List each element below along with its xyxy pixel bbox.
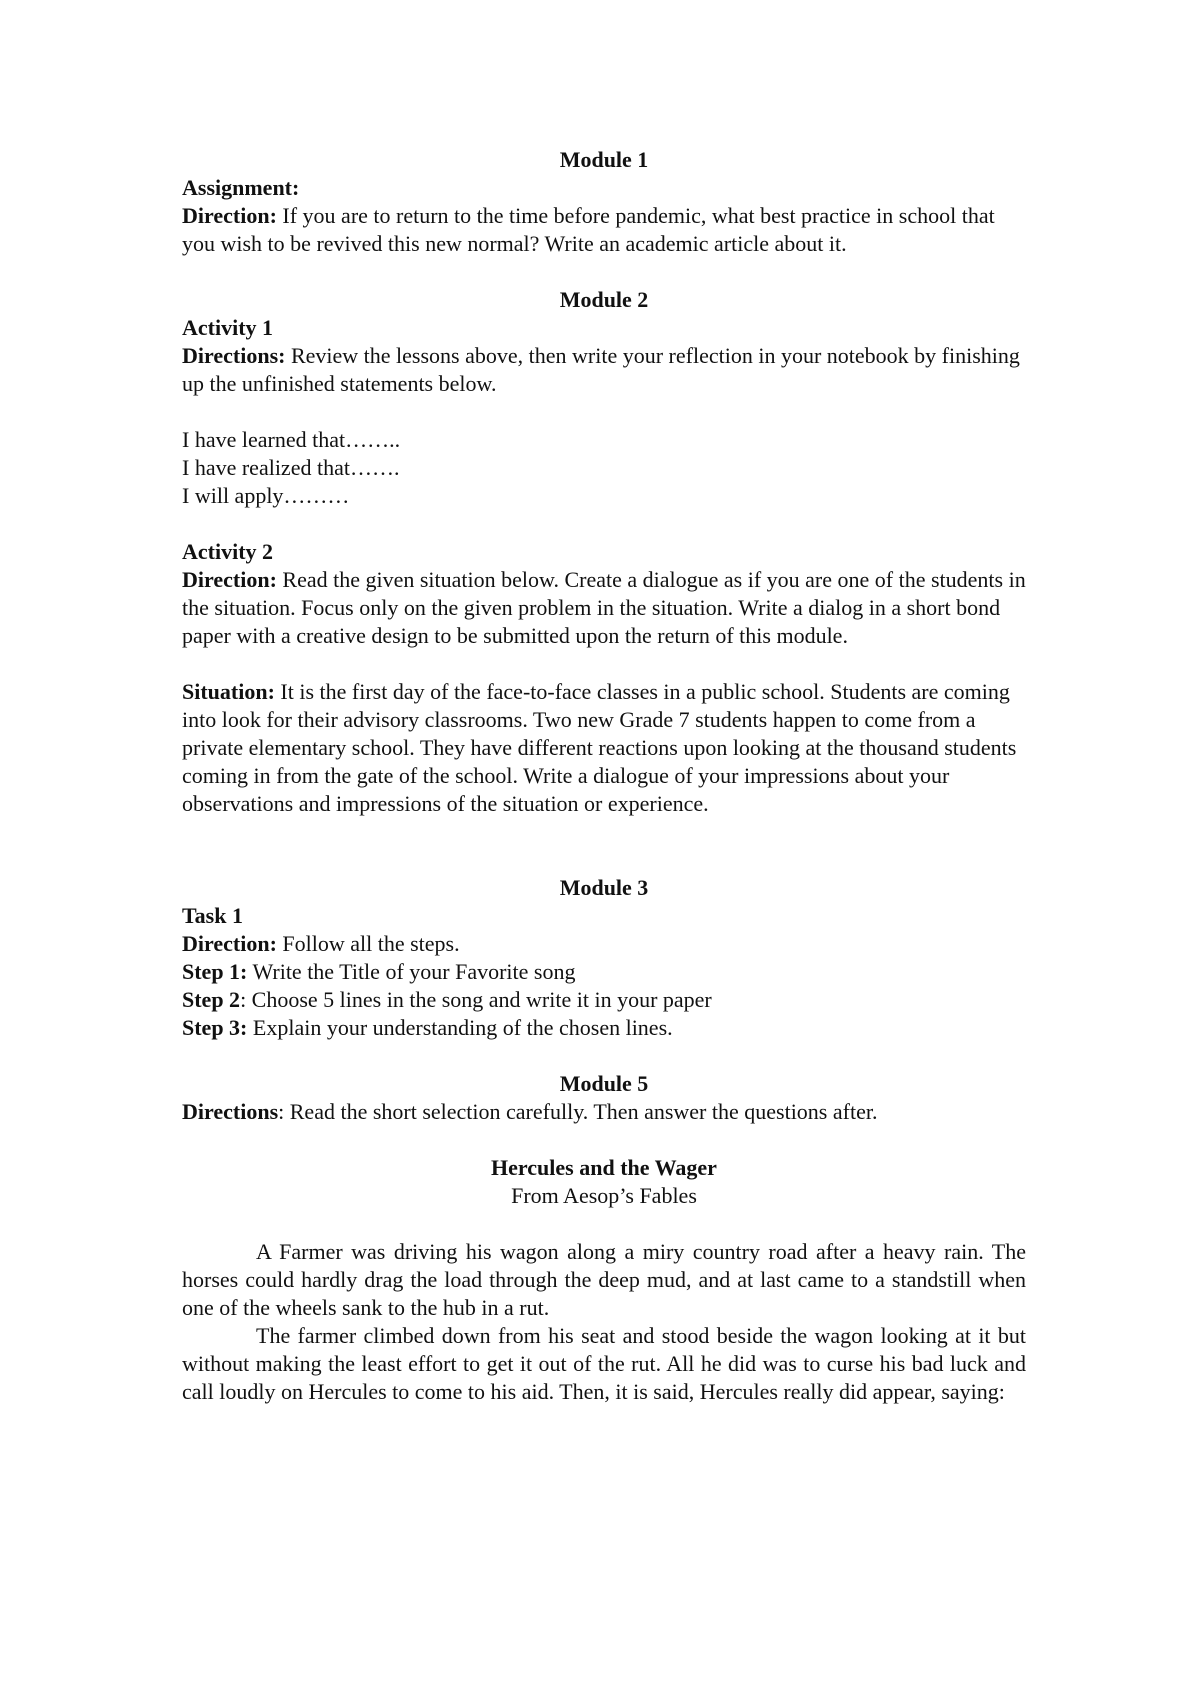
document-page bbox=[182, 146, 1026, 1406]
step-3 bbox=[182, 1014, 1026, 1042]
story-paragraph: A Farmer was driving his wagon along a miry country road after a heavy rain. The horses could hardly drag the load through the deep mud, and at last came to a standstill when one of the wheels sank to the hub in a rut. bbox=[182, 1239, 1026, 1320]
task-1-direction bbox=[182, 930, 1026, 958]
story-paragraph: The farmer climbed down from his seat and stood beside the wagon looking at it but without making the least effort to get it out of the rut. All he did was to curse his bad luck and call loudly on Hercules to come to his aid. Then, it is said, Hercules really did appear, saying: bbox=[182, 1323, 1026, 1404]
direction-label: Direction: bbox=[182, 203, 277, 228]
situation-text: It is the first day of the face-to-face classes in a public school. Students are coming into look for their advisory classrooms. Two new Grade 7 students happen to come from a private elementary school. They have different reactions upon looking at the thousand students coming in from the gate of the school. Write a dialogue of your impressions about your observations and impressions of the situation or experience. bbox=[182, 679, 1017, 816]
direction-text: If you are to return to the time before pandemic, what best practice in school that you wish to be revived this new normal? Write an academic article about it. bbox=[182, 203, 995, 256]
module-1-title: Module 1 bbox=[559, 147, 649, 172]
step-3-label: Step 3: bbox=[182, 1015, 248, 1040]
step-2-text: : Choose 5 lines in the song and write it in your paper bbox=[240, 987, 712, 1012]
directions-text: : Read the short selection carefully. Then answer the questions after. bbox=[278, 1099, 878, 1124]
module-3-title: Module 3 bbox=[559, 875, 649, 900]
task-1-title: Task 1 bbox=[182, 903, 243, 928]
directions-label: Directions bbox=[182, 1099, 279, 1124]
direction-text: Read the given situation below. Create a dialogue as if you are one of the students in the situation. Focus only on the given problem in the situation. Write a dialog in a short bond paper with a creative design to be submitted upon the return of this module. bbox=[182, 567, 1026, 648]
activity-1-directions bbox=[182, 342, 1026, 398]
direction-label: Direction: bbox=[182, 931, 277, 956]
statement-apply: I will apply……… bbox=[182, 483, 350, 508]
direction-label: Direction: bbox=[182, 567, 277, 592]
step-3-text: Explain your understanding of the chosen lines. bbox=[247, 1015, 673, 1040]
module-2-title: Module 2 bbox=[559, 287, 649, 312]
story-source: From Aesop’s Fables bbox=[511, 1183, 697, 1208]
directions-text: Review the lessons above, then write your reflection in your notebook by finishing up the unfinished statements below. bbox=[182, 343, 1020, 396]
situation-label: Situation: bbox=[182, 679, 275, 704]
direction-text: Follow all the steps. bbox=[276, 931, 460, 956]
module-5-directions bbox=[182, 1098, 1026, 1126]
activity-2-direction bbox=[182, 566, 1026, 650]
step-1-label: Step 1: bbox=[182, 959, 248, 984]
statement-learned: I have learned that…….. bbox=[182, 427, 401, 452]
activity-1-title: Activity 1 bbox=[182, 315, 274, 340]
step-2-label: Step 2 bbox=[182, 987, 241, 1012]
directions-label: Directions: bbox=[182, 343, 286, 368]
statement-realized: I have realized that……. bbox=[182, 455, 400, 480]
story-title: Hercules and the Wager bbox=[491, 1155, 717, 1180]
situation-paragraph bbox=[182, 678, 1026, 818]
assignment-label: Assignment: bbox=[182, 175, 300, 200]
activity-2-title: Activity 2 bbox=[182, 539, 274, 564]
step-2 bbox=[182, 986, 1026, 1014]
module-1-direction bbox=[182, 202, 1026, 258]
step-1-text: Write the Title of your Favorite song bbox=[247, 959, 576, 984]
step-1 bbox=[182, 958, 1026, 986]
module-5-title: Module 5 bbox=[559, 1071, 649, 1096]
